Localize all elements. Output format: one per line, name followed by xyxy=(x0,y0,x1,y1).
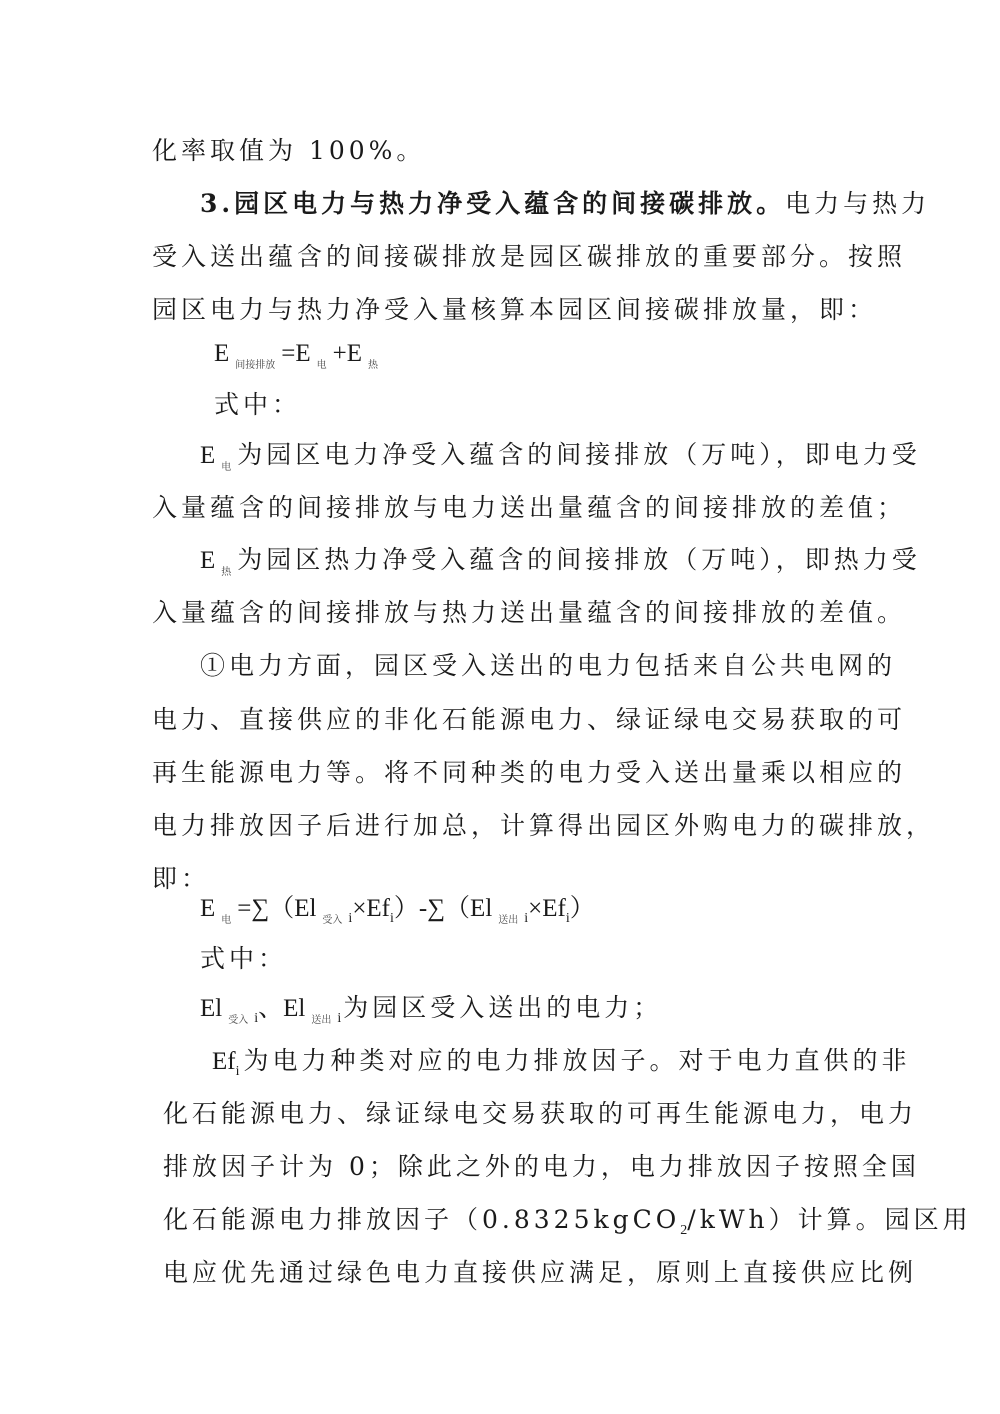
subscript-heat: 热 xyxy=(368,360,379,371)
formula-part: ×Ef xyxy=(528,895,566,922)
symbol-El: 、El xyxy=(258,995,306,1022)
text-line: 电力、直接供应的非化石能源电力、绿证绿电交易获取的可 xyxy=(152,705,907,734)
paragraph-line xyxy=(0,180,1000,228)
text-line: 为园区电力净受入蕴含的间接排放（万吨），即电力受 xyxy=(237,440,921,469)
definition-elec xyxy=(200,431,921,492)
symbol-E: E xyxy=(200,547,216,574)
subscript-i: i xyxy=(524,911,529,926)
subscript-i: i xyxy=(565,911,570,926)
text-line: 排放因子计为 0；除此之外的电力，电力排放因子按照全国 xyxy=(163,1152,920,1181)
formula-part: ） xyxy=(569,895,595,922)
subscript-indirect: 间接排放 xyxy=(235,360,276,371)
paragraph-line xyxy=(0,1249,1000,1297)
text-line: 化石能源电力排放因子（0.8325kgCO xyxy=(163,1205,681,1234)
formula-eq: =E xyxy=(281,340,311,367)
text-line: 化率取值为 100%。 xyxy=(152,136,426,165)
definition-heat xyxy=(200,536,921,597)
text-line: 为电力种类对应的电力排放因子。对于电力直供的非 xyxy=(243,1046,911,1075)
text-line: /kWh）计算。园区用 xyxy=(687,1205,972,1234)
paragraph-line xyxy=(0,536,1000,584)
paragraph-line xyxy=(0,286,1000,334)
text-line: 再生能源电力等。将不同种类的电力受入送出量乘以相应的 xyxy=(152,758,907,787)
paragraph-line xyxy=(0,431,1000,479)
subscript-out: 送出 xyxy=(311,1015,332,1026)
subscript-i: i xyxy=(390,911,394,926)
subscript-in: 受入 xyxy=(228,1015,249,1026)
subscript-out: 送出 xyxy=(498,915,519,926)
subscript-i: i xyxy=(348,911,353,926)
text-line: 入量蕴含的间接排放与电力送出量蕴含的间接排放的差值； xyxy=(152,493,907,522)
text-line: 为园区热力净受入蕴含的间接排放（万吨），即热力受 xyxy=(237,545,921,574)
section-heading: 3.园区电力与热力净受入蕴含的间接碳排放。 xyxy=(200,189,786,218)
symbol-El: El xyxy=(200,995,223,1022)
text-line: 化石能源电力、绿证绿电交易获取的可再生能源电力，电力 xyxy=(163,1099,918,1128)
formula-indirect-emission xyxy=(0,329,1000,377)
text-line: 园区电力与热力净受入量核算本园区间接碳排放量，即： xyxy=(152,295,878,324)
text-line: 为园区受入送出的电力； xyxy=(343,993,663,1022)
formula-part: ×Ef xyxy=(352,895,391,922)
formula-electricity-emission xyxy=(0,884,1000,932)
symbol-Ef: Ef xyxy=(212,1048,236,1075)
subscript-elec: 电 xyxy=(316,360,327,371)
subscript-heat: 热 xyxy=(221,567,232,578)
subscript-i: i xyxy=(254,1011,259,1026)
subscript-elec: 电 xyxy=(221,915,232,926)
paragraph-line xyxy=(0,642,1000,690)
formula-part: =∑（El xyxy=(237,895,317,922)
symbol-E: E xyxy=(200,895,216,922)
paragraph-line xyxy=(0,589,1000,637)
text-line: 电应优先通过绿色电力直接供应满足，原则上直接供应比例 xyxy=(163,1258,918,1287)
paragraph-line xyxy=(0,696,1000,744)
subscript-i: i xyxy=(337,1011,342,1026)
text-line: 电力与热力 xyxy=(785,189,931,218)
text-line: 入量蕴含的间接排放与热力送出量蕴含的间接排放的差值。 xyxy=(152,598,907,627)
where-label: 式中： xyxy=(214,390,302,419)
where-label: 式中： xyxy=(200,944,288,973)
formula-part: ）-∑（El xyxy=(393,895,493,922)
text-line: 即： xyxy=(152,864,211,893)
subscript-in: 受入 xyxy=(322,915,343,926)
paragraph-line xyxy=(0,984,1000,1032)
text-line: ①电力方面，园区受入送出的电力包括来自公共电网的 xyxy=(200,651,897,680)
subscript-i: i xyxy=(235,1064,240,1079)
paragraph-line xyxy=(0,1037,1000,1085)
definition-ef xyxy=(212,1037,911,1096)
paragraph-line xyxy=(0,1143,1000,1191)
paragraph-line xyxy=(0,127,1000,175)
definition-el xyxy=(200,984,662,1045)
symbol-E: E xyxy=(200,442,216,469)
paragraph-line xyxy=(0,802,1000,850)
text-line: 电力排放因子后进行加总，计算得出园区外购电力的碳排放， xyxy=(152,811,936,840)
paragraph-line xyxy=(0,233,1000,281)
subscript-2: 2 xyxy=(680,1223,688,1238)
paragraph-line xyxy=(0,484,1000,532)
symbol-E: E xyxy=(214,340,230,367)
section-heading-line xyxy=(200,180,930,228)
paragraph-line xyxy=(0,381,1000,429)
paragraph-line xyxy=(0,935,1000,983)
subscript-elec: 电 xyxy=(221,462,232,473)
paragraph-line xyxy=(0,1090,1000,1138)
text-line: 受入送出蕴含的间接碳排放是园区碳排放的重要部分。按照 xyxy=(152,242,907,271)
paragraph-line xyxy=(0,749,1000,797)
formula-plus: +E xyxy=(332,340,363,367)
paragraph-line xyxy=(0,1196,1000,1244)
text-line-with-formula xyxy=(163,1196,972,1255)
